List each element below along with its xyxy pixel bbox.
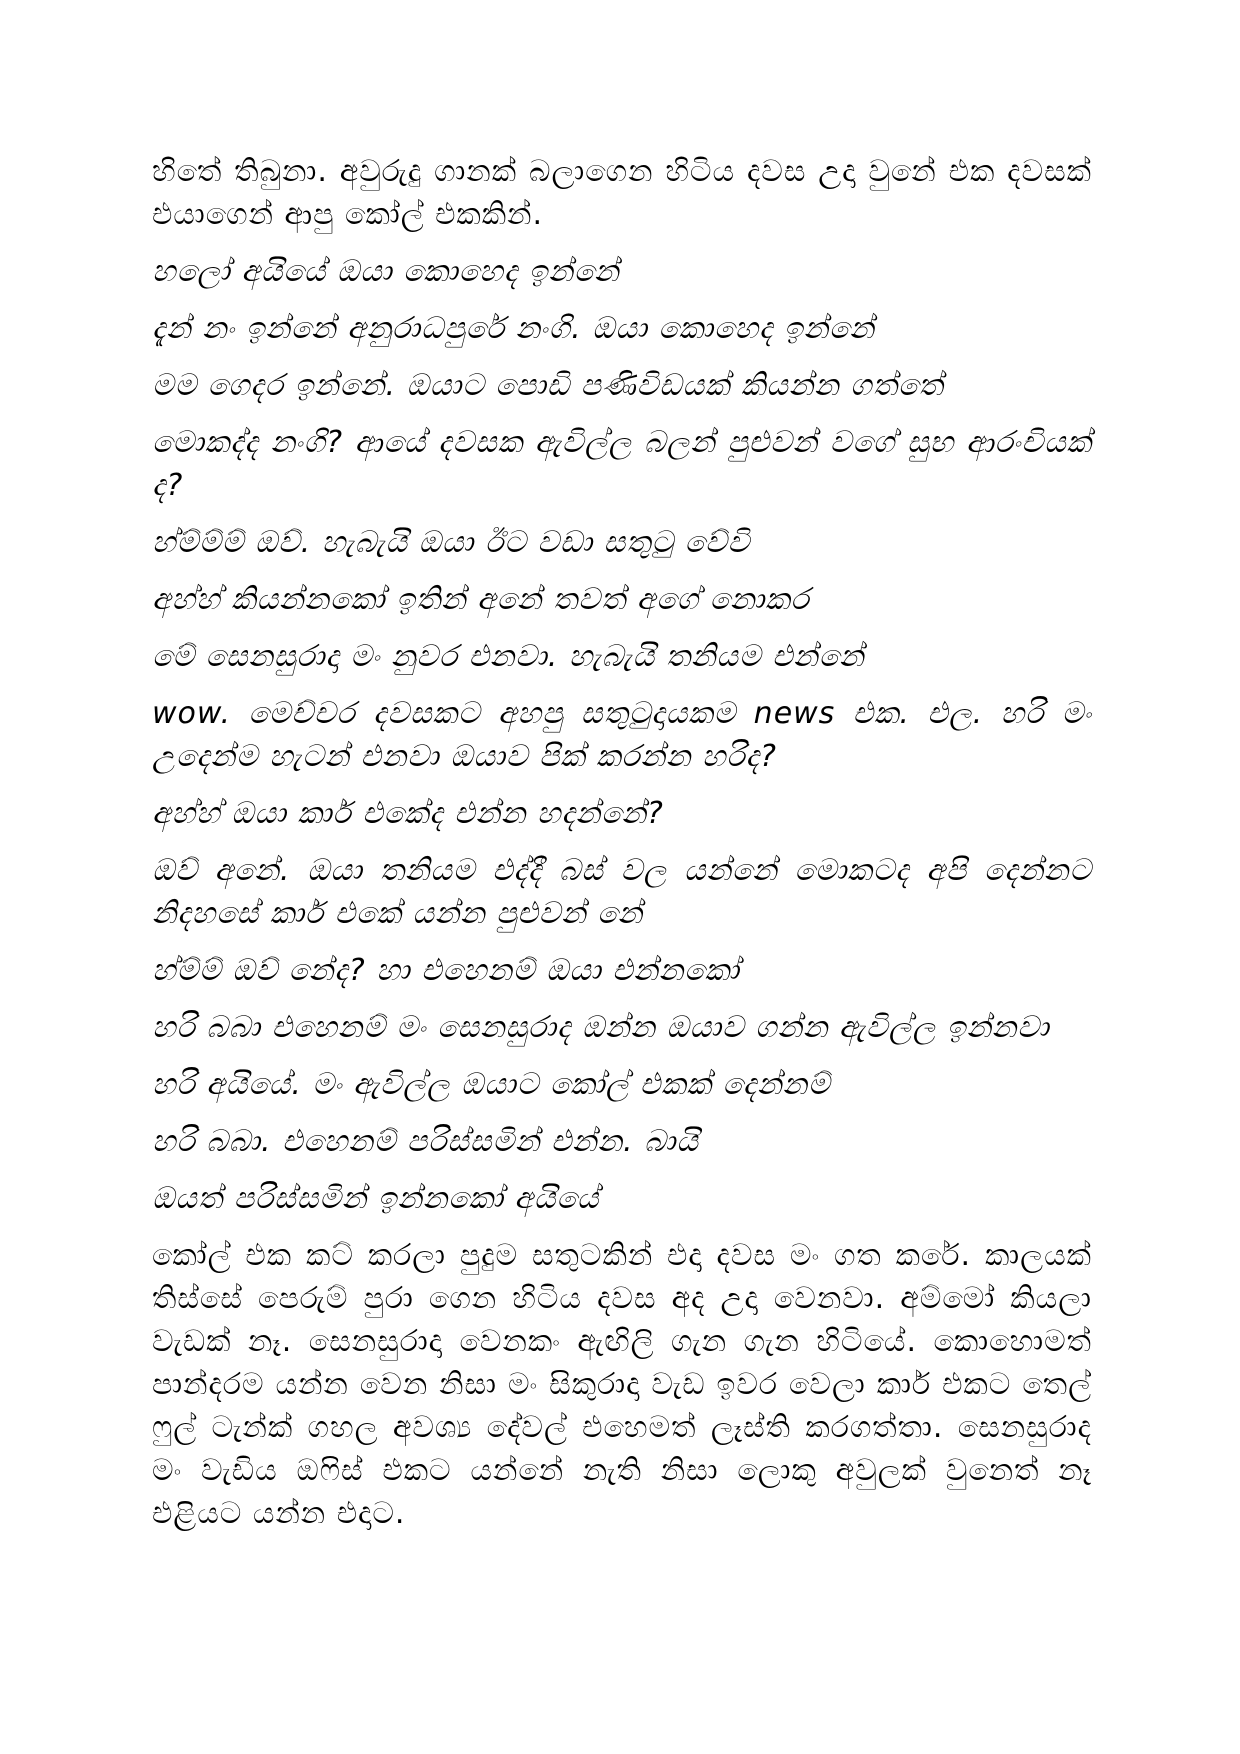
dialogue-line-1: හලෝ අයියේ ඔයා කොහෙද ඉන්නේ [152, 254, 620, 289]
dialogue-line-15: ඔයත් පරිස්සමින් ඉන්නකෝ අයියේ [152, 1181, 600, 1216]
dialogue-line-7: මේ සෙනසුරාදා මං නුවර එනවා. හැබැයි තනියම එන්නේ [152, 639, 865, 674]
dialogue-line-3: මම ගෙදර ඉන්නේ. ඔයාට පොඩි පණිවිඩයක් කියන්න ගත්තේ [152, 368, 944, 403]
dialogue-line-11: හ්ම්ම් ඔව් නේද? හා එහෙනම් ඔයා එන්නකෝ [152, 953, 740, 988]
dialogue-line-12: හරි බබා එහෙනම් මං සෙනසුරාද ඔන්න ඔයාව ගන්න ඇවිල්ල ඉන්නවා [152, 1010, 1050, 1045]
dialogue-line-2: දැන් නං ඉන්නේ අනුරාධපුරේ නංගි. ඔයා කොහෙද ඉන්නේ [152, 311, 875, 346]
dialogue-line-6: අහ්හ් කියන්නකෝ ඉතින් අනේ තවත් අගේ නොකර [152, 582, 810, 617]
dialogue-line-13: හරි අයියේ. මං ඇවිල්ල ඔයාට කෝල් එකක් දෙන්නම් [152, 1067, 831, 1102]
dialogue-line-4: මොකද්ද නංගි? ආයේ දවසක ඇවිල්ල බලන් පුළුවන් වගේ සුභ ආරංචියක් ද? [152, 425, 1092, 503]
paragraph-narration-1: හිතේ තිබුනා. අවුරුදු ගානක් බලාගෙන හිටිය දවස උදා වුනේ එක දවසක් එයාගෙන් ආපු කෝල් එකකින්. [152, 154, 1092, 232]
paragraph-narration-2: කෝල් එක කට් කරලා පුදුම සතුටකින් එදා දවස මං ගත කරේ. කාලයක් තිස්සේ පෙරුම් පුරා ගෙන හිටිය දවස අද උදා වෙනවා. අම්මෝ කියලා වැඩක් නෑ. සෙනසුරාදා වෙනකං ඇඟිලි ගැන ගැන හිටියේ. කොහොමත් පාන්දරම යන්න වෙන නිසා මං සිකුරාදා වැඩ ඉවර වෙලා කාර් එකට තෙල් ෆුල් ටැන්ක් ගහල අවශ්‍ය දේවල් එහෙමත් ලෑස්ති කරගත්තා. සෙනසුරාද මං වැඩිය ඔෆිස් එකට යන්නේ නැති නිසා ලොකු අවුලක් වුනෙත් නෑ එළියට යන්න එදාට. [152, 1238, 1092, 1531]
dialogue-line-9: අහ්හ් ඔයා කාර් එකේද එන්න හදන්නේ? [152, 796, 664, 831]
document-body [152, 150, 1092, 1549]
dialogue-line-8: wow. මෙච්චර දවසකට අහපු සතුටුදායකම news එක. එල. හරි මං උදෙන්ම හැටන් එනවා ඔයාව පික් කරන්න හරිද? [152, 696, 1092, 774]
dialogue-line-14: හරි බබා. එහෙනම් පරිස්සමින් එන්න. බායි [152, 1124, 699, 1159]
dialogue-line-5: හ්ම්ම්ම් ඔව්. හැබැයි ඔයා ඊට වඩා සතුටු වේවි [152, 525, 751, 560]
dialogue-line-10: ඔව් අනේ. ඔයා තනියම එද්දී බස් වල යන්නේ මොකටද අපි දෙන්නට නිදහසේ කාර් එකේ යන්න පුළුවන් නේ [152, 853, 1092, 931]
